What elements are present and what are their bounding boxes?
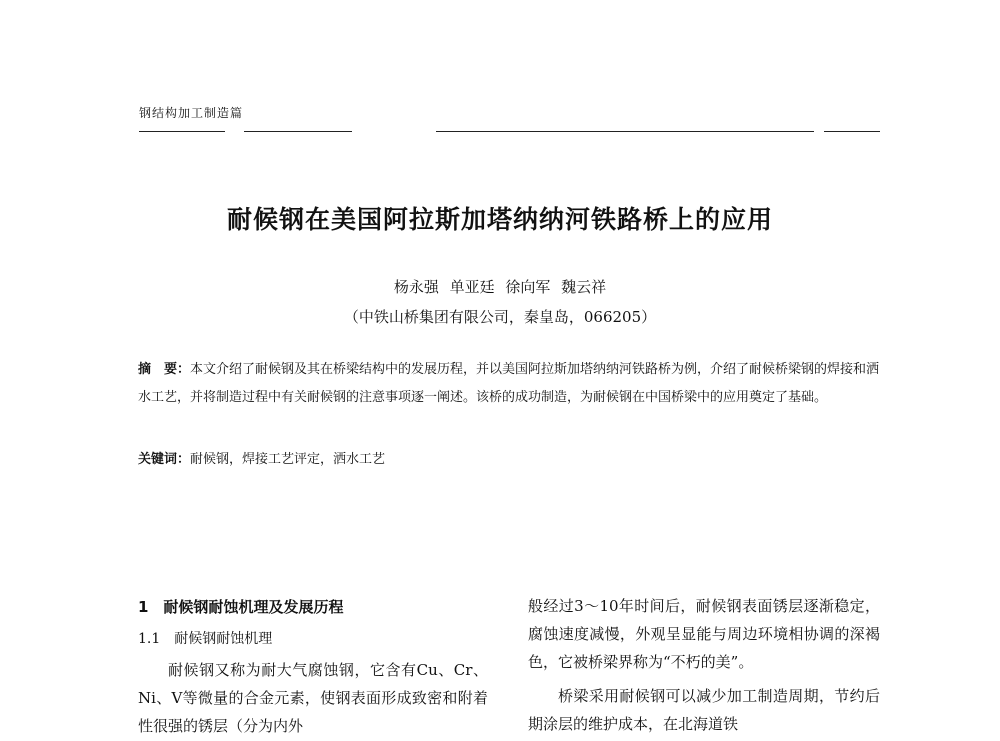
header-rule-segment (244, 131, 352, 132)
body-paragraph: 桥梁采用耐候钢可以减少加工制造周期，节约后期涂层的维护成本，在北海道铁 (528, 687, 880, 733)
keywords (138, 448, 880, 467)
subsection-heading: 1.1 耐候钢耐蚀机理 (138, 631, 273, 647)
section-heading: 1 耐候钢耐蚀机理及发展历程 (138, 598, 344, 616)
header-rule-segment (436, 131, 814, 132)
left-column (138, 596, 488, 740)
body-paragraph: 耐候钢又称为耐大气腐蚀钢，它含有Cu、Cr、Ni、V等微量的合金元素，使钢表面形成致密和附着性很强的锈层（分为内外 (138, 661, 488, 735)
affiliation: （中铁山桥集团有限公司，秦皇岛，066205） (343, 308, 657, 326)
header-rule-segment (824, 131, 880, 132)
abstract (138, 356, 880, 412)
section-label: 钢结构加工制造篇 (139, 106, 244, 120)
body-paragraph: 般经过3～10年时间后，耐候钢表面锈层逐渐稳定，腐蚀速度减慢，外观呈显能与周边环境相协调的深褐色，它被桥梁界称为“不朽的美”。 (528, 597, 880, 671)
abstract-text: 本文介绍了耐候钢及其在桥梁结构中的发展历程，并以美国阿拉斯加塔纳纳河铁路桥为例，介绍了耐候桥梁钢的焊接和洒水工艺，并将制造过程中有关耐候钢的注意事项逐一阐述。该桥的成功制造，为耐候钢在中国桥梁中的应用奠定了基础。 (138, 362, 880, 405)
abstract-label: 摘 要： (138, 362, 191, 377)
article-title: 耐候钢在美国阿拉斯加塔纳纳河铁路桥上的应用 (226, 205, 773, 234)
right-column (528, 592, 880, 738)
author-list: 杨永强 单亚廷 徐向军 魏云祥 (393, 278, 607, 296)
keywords-text: 耐候钢，焊接工艺评定，洒水工艺 (190, 452, 386, 467)
keywords-label: 关键词： (138, 452, 191, 467)
header-rule-segment (139, 131, 225, 132)
